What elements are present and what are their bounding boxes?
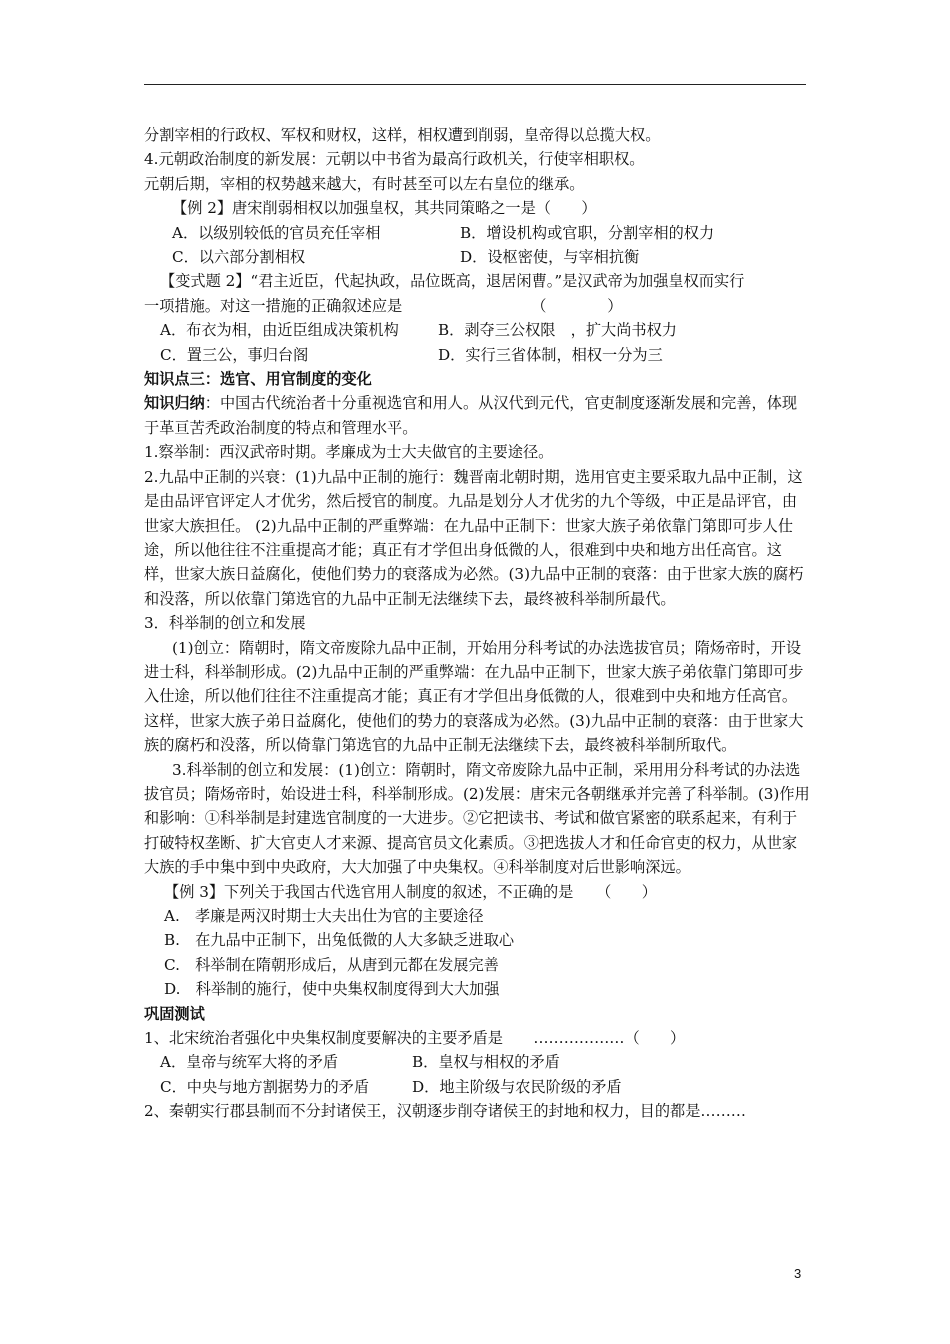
- option-a: A．布衣为相，由近臣组成决策机构: [160, 321, 399, 340]
- example-2-question: 【例 2】唐宋削弱相权以加强皇权，其共同策略之一是（ ）: [172, 199, 597, 218]
- variant-2-question-cont: 一项措施。对这一措施的正确叙述应是 （ ）: [144, 296, 623, 315]
- option-d: D．实行三省体制，相权一分为三: [438, 345, 663, 364]
- option-c: C．以六部分割相权: [172, 248, 306, 267]
- paragraph-heading: 3．科举制的创立和发展: [144, 614, 306, 633]
- example-2-options-row-1: [144, 221, 810, 245]
- option-d: D．设枢密使，与宰相抗衡: [460, 248, 640, 267]
- option-d: D．地主阶级与农民阶级的矛盾: [412, 1077, 622, 1096]
- question-1-options-row-1: [144, 1050, 810, 1074]
- text-line: 4.元朝政治制度的新发展：元朝以中书省为最高行政机关，行使宰相职权。: [144, 150, 645, 169]
- header-rule: [144, 84, 806, 85]
- option-b: B. 在九品中正制下，出兔低微的人大多缺乏进取心: [164, 931, 515, 950]
- summary-label: 知识归纳: [144, 394, 205, 413]
- text-line: 元朝后期，宰相的权势越来越大，有时甚至可以左右皇位的继承。: [144, 174, 585, 193]
- variant-2-options-row-1: [144, 318, 810, 342]
- option-b: B．剥夺三公权限 ，扩大尚书权力: [438, 321, 677, 340]
- option-b: B．皇权与相权的矛盾: [412, 1053, 560, 1072]
- option-d: D. 科举制的施行，使中央集权制度得到大大加强: [164, 980, 500, 999]
- page-number: 3: [794, 1266, 802, 1281]
- example-3-question: 【例 3】下列关于我国古代选官用人制度的叙述，不正确的是 （ ）: [164, 882, 657, 901]
- paragraph: 1.察举制：西汉武帝时期。孝廉成为士大夫做官的主要途径。: [144, 443, 554, 462]
- paragraph: (1)创立：隋朝时，隋文帝废除九品中正制，开始用分科考试的办法选拔官员；隋炀帝时，开设进士科，科举制形成。(2)九品中正制的严重弊端：在九品中正制下，世家大族子弟依靠门第即可步入仕途，所以他们往往不注重提高才能；真正有才学但出身低微的人，很难到中央和地方任高官。这样，世家大族子弟日益腐化，使他们的势力的衰落成为必然。(3)九品中正制的衰落：由于世家大族的腐朽和没落，所以倚靠门第选官的九品中正制无法继续下去，最终被科举制所取代。: [144, 638, 804, 755]
- document-body: [144, 123, 810, 1124]
- option-c: C．置三公，事归台阁: [160, 345, 309, 364]
- paragraph: 3.科举制的创立和发展：(1)创立：隋朝时，隋文帝废除九品中正制，采用用分科考试的办法选拔官员；隋炀帝时，始设进士科，科举制形成。(2)发展：唐宋元各朝继承并完善了科举制。(3)作用和影响：①科举制是封建选官制度的一大进步。②它把读书、考试和做官紧密的联系起来，有利于打破特权垄断、扩大官吏人才来源、提高官员文化素质。③把选拔人才和任命官吏的权力，从世家大族的手中集中到中央政府，大大加强了中央集权。④科举制度对后世影响深远。: [144, 760, 810, 877]
- knowledge-summary: [144, 391, 810, 440]
- option-c: C．中央与地方割据势力的矛盾: [160, 1077, 370, 1096]
- question-1: 1、北宋统治者强化中央集权制度要解决的主要矛盾是 ………………（ ）: [144, 1029, 686, 1048]
- section-title: 知识点三：选官、用官制度的变化: [144, 370, 372, 389]
- summary-text: ：中国古代统治者十分重视选官和用人。从汉代到元代，官吏制度逐渐发展和完善，体现于革亘苦秃政治制度的特点和管理水平。: [144, 394, 798, 437]
- question-1-options-row-2: [144, 1075, 810, 1099]
- variant-2-options-row-2: [144, 343, 810, 367]
- option-b: B．增设机构或官职，分割宰相的权力: [460, 223, 715, 242]
- section-title: 巩固测试: [144, 1004, 205, 1023]
- option-a: A．皇帝与统军大将的矛盾: [160, 1053, 339, 1072]
- paragraph: 2.九品中正制的兴衰：(1)九品中正制的施行：魏晋南北朝时期，选用官吏主要采取九品中正制，这是由品评官评定人才优劣，然后授官的制度。九品是划分人才优劣的九个等级，中正是品评官，由世家大族担任。 (2)九品中正制的严重弊端：在九品中正制下：世家大族子弟依靠门第即可步人仕途，所以他往往不注重提高才能；真正有才学但出身低微的人，很难到中央和地方出任高官。这样，世家大族日益腐化，使他们势力的衰落成为必然。(3)九品中正制的衰落：由于世家大族的腐朽和没落，所以依靠门第选官的九品中正制无法继续下去，最终被科举制所最代。: [144, 467, 804, 608]
- option-a: A. 孝廉是两汉时期士大夫出仕为官的主要途径: [164, 907, 484, 925]
- option-c: C. 科举制在隋朝形成后，从唐到元都在发展完善: [164, 955, 499, 974]
- option-a: A．以级别较低的官员充任宰相: [172, 223, 381, 242]
- example-2-options-row-2: [144, 245, 810, 269]
- variant-2-question: 【变式题 2】“君主近臣，代起执政，品位既高，退居闲曹。”是汉武帝为加强皇权而实行: [160, 272, 745, 291]
- question-2: 2、秦朝实行郡县制而不分封诸侯王，汉朝逐步削夺诸侯王的封地和权力，目的都是………: [144, 1102, 746, 1121]
- text-line: 分割宰相的行政权、军权和财权，这样，相权遭到削弱，皇帝得以总揽大权。: [144, 126, 661, 144]
